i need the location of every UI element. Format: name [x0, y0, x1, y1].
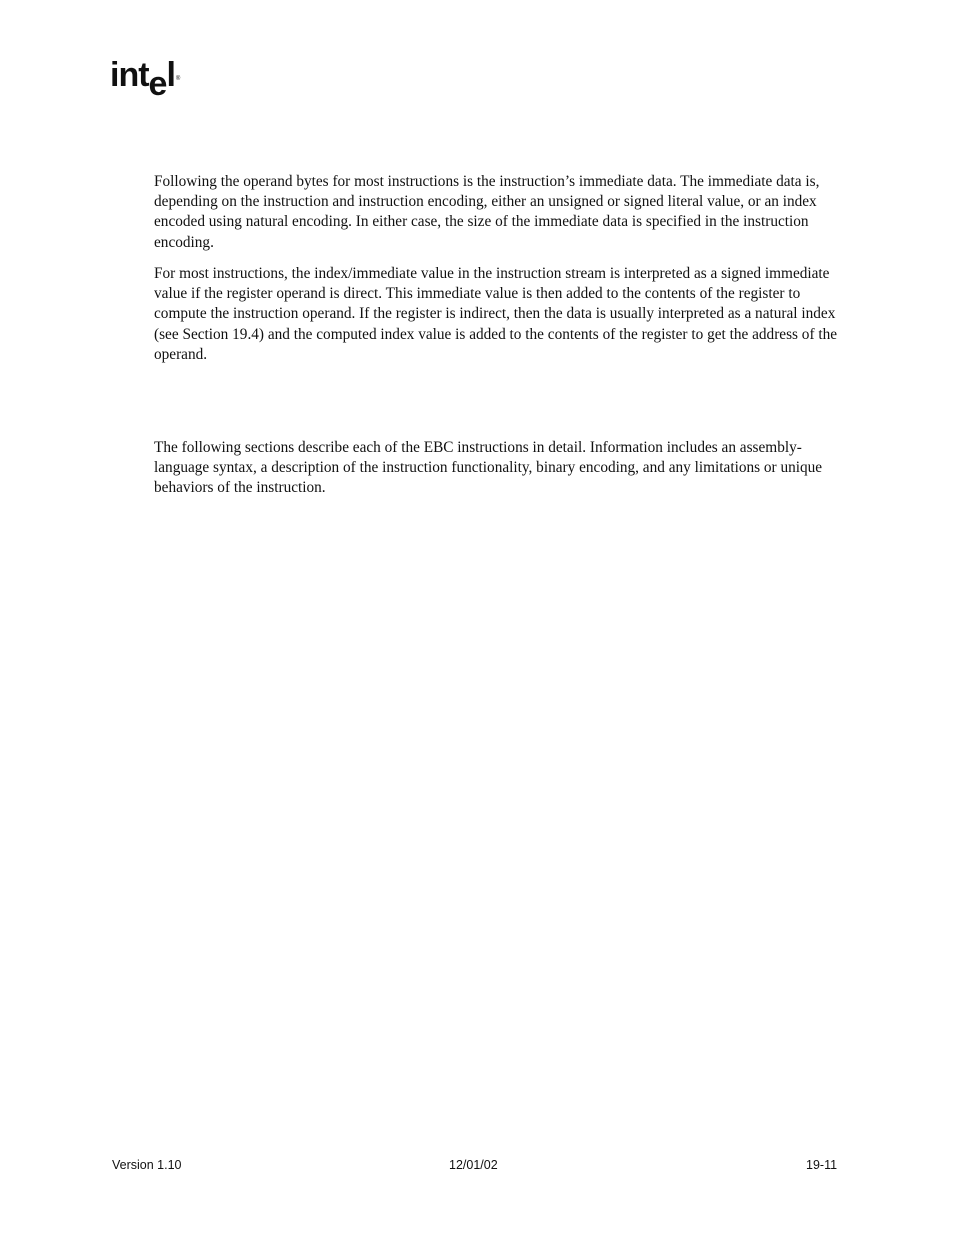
paragraph-instruction-sections — [154, 438, 844, 499]
intel-logo-wordmark — [110, 56, 190, 103]
intel-logo — [110, 58, 190, 104]
footer-date: 12/01/02 — [449, 1158, 498, 1172]
logo-text-e: e — [148, 65, 167, 103]
paragraph-text: Following the operand bytes for most instructions is the instruction’s immediate data. The immediate data is, depending on the instruction and instruction encoding, either an unsigned or signed literal value, or an index encoded using natural encoding. In either case, the size of the immediate data is specified in the instruction encoding. — [154, 173, 820, 251]
logo-text-int: int — [110, 56, 149, 94]
paragraph-index-immediate-value — [154, 264, 844, 365]
paragraph-text: The following sections describe each of the EBC instructions in detail. Information includes an assembly-language syntax, a description of the instruction functionality, binary encoding, and any limitations or unique behaviors of the instruction. — [154, 439, 823, 497]
footer-version: Version 1.10 — [112, 1158, 182, 1172]
paragraph-text: For most instructions, the index/immediate value in the instruction stream is interpreted as a signed immediate value if the register operand is direct. This immediate value is then added to the contents of the register to compute the instruction operand. If the register is indirect, then the data is usually interpreted as a natural index (see Section 19.4) and the computed index value is added to the contents of the register to get the address of the operand. — [154, 265, 838, 363]
logo-text-l: l — [166, 56, 175, 94]
paragraph-immediate-data — [154, 172, 844, 253]
registered-mark: ® — [175, 76, 181, 82]
footer-page-number: 19-11 — [806, 1158, 838, 1172]
